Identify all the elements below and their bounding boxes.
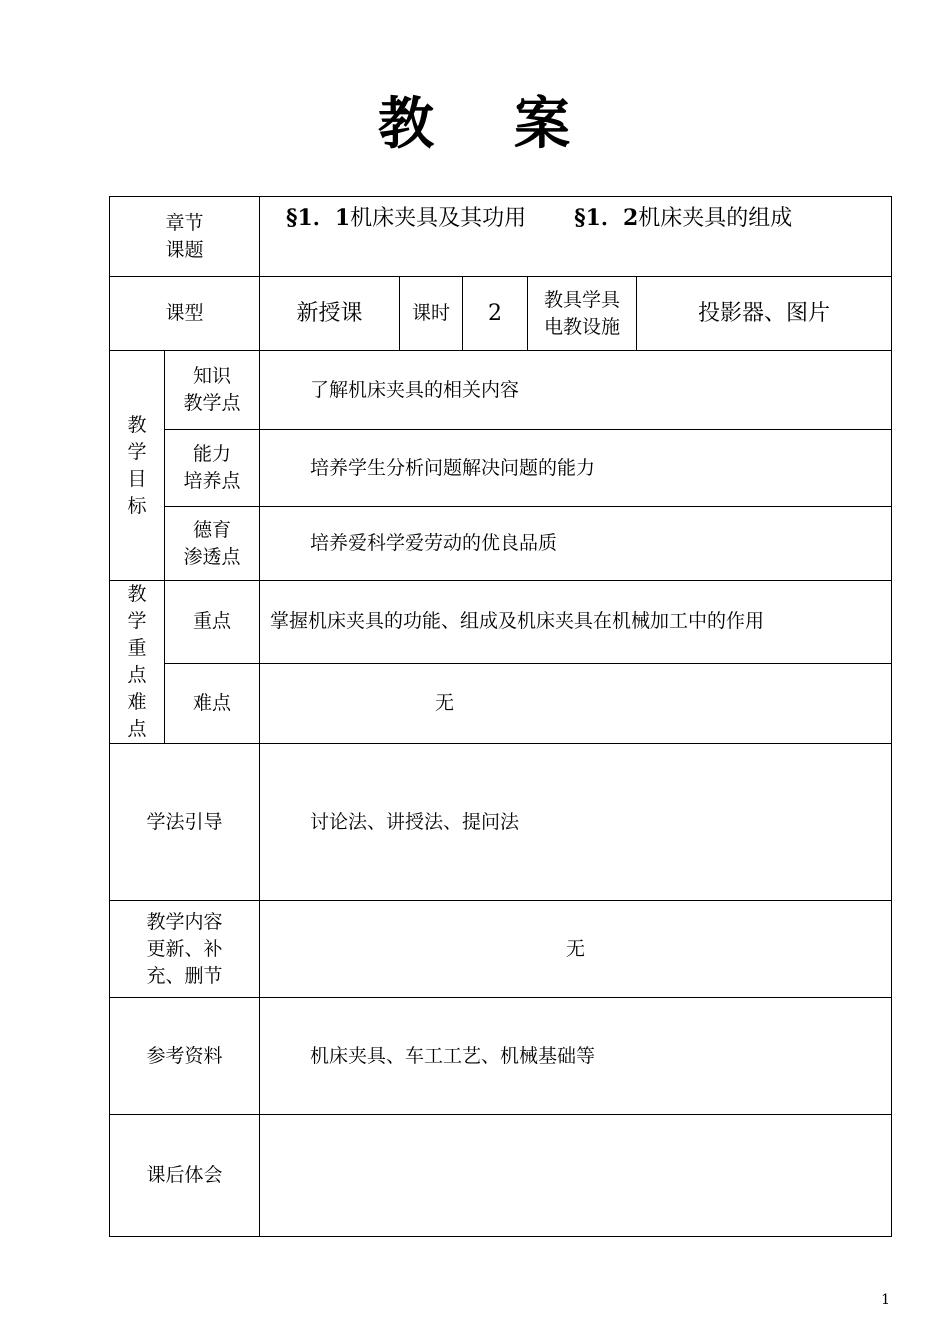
row-reflection (110, 1115, 892, 1237)
knowledge-label-cell (165, 351, 260, 430)
document-title (0, 80, 950, 160)
row-chapter (110, 197, 892, 277)
ability-label-cell (165, 430, 260, 507)
update-value: 无 (260, 901, 892, 998)
reflection-label: 课后体会 (110, 1115, 260, 1237)
focus-group-char-1: 教 (127, 583, 147, 605)
method-label: 学法引导 (110, 744, 260, 901)
goals-group-label (110, 351, 165, 581)
ability-label-line1: 能力 (193, 443, 232, 465)
focus-group-char-4: 点 (127, 664, 147, 686)
lesson-plan-table (109, 196, 892, 1237)
section-1-mark: §1．1 (286, 205, 351, 231)
reflection-value (260, 1115, 892, 1237)
reference-label: 参考资料 (110, 998, 260, 1115)
lesson-plan-table-wrap (109, 196, 891, 1231)
goals-group-char-3: 目 (127, 467, 147, 490)
page-number: 1 (881, 1292, 890, 1308)
update-label-line2: 更新、补 (146, 937, 223, 960)
difficulty-label: 难点 (165, 663, 260, 743)
lesson-hours-value: 2 (463, 277, 528, 351)
moral-label-line1: 德育 (193, 518, 232, 541)
ability-value: 培养学生分析问题解决问题的能力 (260, 430, 892, 507)
tools-label-line1: 教具学具 (544, 288, 621, 311)
update-label-line3: 充、删节 (146, 964, 223, 987)
goals-group-char-4: 标 (127, 494, 147, 517)
title-char-1: 教 (378, 91, 436, 157)
reference-value: 机床夹具、车工工艺、机械基础等 (260, 998, 892, 1115)
tools-label-line2: 电教设施 (544, 315, 621, 338)
knowledge-label-line1: 知识 (193, 365, 232, 387)
row-lesson-type (110, 277, 892, 351)
lesson-type-value: 新授课 (260, 277, 400, 351)
knowledge-label-line2: 教学点 (183, 392, 241, 414)
chapter-label-line2: 课题 (165, 238, 204, 261)
goals-group-char-2: 学 (127, 440, 147, 463)
row-goal-ability (110, 430, 892, 507)
tools-label-cell (528, 277, 637, 351)
row-update (110, 901, 892, 998)
lesson-type-label: 课型 (110, 277, 260, 351)
title-char-2: 案 (514, 91, 572, 157)
key-point-value: 掌握机床夹具的功能、组成及机床夹具在机械加工中的作用 (260, 581, 892, 664)
chapter-label-cell (110, 197, 260, 277)
tools-value: 投影器、图片 (637, 277, 892, 351)
row-method (110, 744, 892, 901)
goals-group-char-1: 教 (127, 413, 147, 436)
row-focus-difficulty (110, 663, 892, 743)
focus-group-char-2: 学 (127, 610, 147, 632)
ability-label-line2: 培养点 (183, 470, 241, 492)
focus-group-label (110, 581, 165, 744)
section-2-mark: §1．2 (574, 205, 639, 231)
row-reference (110, 998, 892, 1115)
update-label-line1: 教学内容 (146, 910, 223, 933)
focus-group-char-5: 难 (127, 691, 147, 713)
chapter-subject-cell (260, 197, 892, 277)
section-2-text: 机床夹具的组成 (638, 206, 793, 231)
difficulty-value: 无 (260, 663, 892, 743)
lesson-hours-label: 课时 (400, 277, 463, 351)
section-1-text: 机床夹具及其功用 (350, 206, 527, 231)
method-value: 讨论法、讲授法、提问法 (260, 744, 892, 901)
key-point-label: 重点 (165, 581, 260, 664)
chapter-label-line1: 章节 (165, 211, 204, 234)
knowledge-value: 了解机床夹具的相关内容 (260, 351, 892, 430)
row-focus-key (110, 581, 892, 664)
update-label-cell (110, 901, 260, 998)
row-goal-moral (110, 507, 892, 581)
moral-label-line2: 渗透点 (183, 545, 241, 568)
moral-value: 培养爱科学爱劳动的优良品质 (260, 507, 892, 581)
moral-label-cell (165, 507, 260, 581)
focus-group-char-6: 点 (127, 718, 147, 740)
focus-group-char-3: 重 (127, 637, 147, 659)
row-goal-knowledge (110, 351, 892, 430)
